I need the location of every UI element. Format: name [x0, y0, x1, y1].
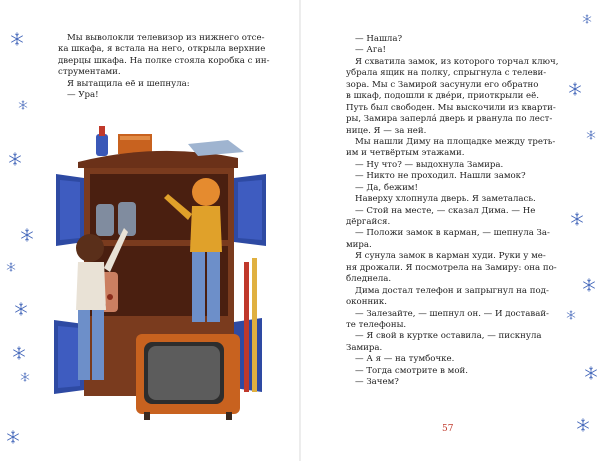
snowflake-icon: [8, 152, 22, 166]
text-line: нице. Я — за ней.: [346, 125, 427, 136]
girls-at-cabinet-illustration: [48, 122, 278, 422]
snowflake-icon: [586, 130, 596, 140]
text-line: — Залезайте, — шепнул он. — И доставай-: [355, 308, 549, 319]
text-line: струментами.: [58, 67, 121, 78]
text-line: Мы нашли Диму на площадке между треть-: [355, 136, 556, 147]
text-line: — Ага!: [355, 45, 386, 56]
left-page-text: [58, 33, 270, 102]
text-line: ры, Замира заперлá дверь и рванула по лест-: [346, 114, 553, 125]
text-line: — Я свой в куртке оставила, — пискнула: [355, 331, 542, 342]
text-line: — Стой на месте, — сказал Дима. — Не: [355, 205, 536, 216]
text-line: дёргайся.: [346, 217, 391, 227]
text-line: Я схватила замок, из которого торчал ключ,: [355, 56, 559, 67]
text-line: — Никто не проходил. Нашли замок?: [355, 171, 526, 182]
text-line: — А я — на тумбочке.: [355, 354, 455, 365]
text-line: — Ура!: [67, 90, 99, 101]
text-line: — Нашла?: [355, 34, 403, 44]
text-line: — Да, бежим!: [355, 182, 418, 193]
right-page-text: [346, 34, 558, 389]
snowflake-icon: [584, 366, 598, 380]
snowflake-icon: [12, 346, 26, 360]
text-line: дверцы шкафа. На полке стояла коробка с ин-: [58, 55, 270, 66]
snowflake-icon: [20, 228, 34, 242]
text-line: — Зачем?: [355, 377, 399, 388]
snowflake-icon: [14, 302, 28, 316]
snowflake-icon: [6, 262, 16, 272]
snowflake-icon: [18, 100, 28, 110]
text-line: бледнела.: [346, 274, 392, 285]
text-line: Я вытащила её и шепнула:: [67, 78, 190, 89]
text-line: те телефоны.: [346, 319, 407, 330]
text-line: Наверху хлопнула дверь. Я заметалась.: [355, 194, 536, 205]
snowflake-icon: [566, 310, 576, 320]
text-line: убрала ящик на полку, спрыгнула с телеви-: [346, 68, 547, 79]
page-number: 57: [442, 424, 454, 434]
text-line: мира.: [346, 239, 372, 250]
text-line: им и четвёртым этажами.: [346, 148, 465, 159]
snowflake-icon: [576, 418, 590, 432]
snowflake-icon: [582, 278, 596, 292]
text-line: ка шкафа, я встала на него, открыла верхние: [58, 44, 266, 55]
text-line: оконник.: [346, 297, 388, 308]
snowflake-icon: [582, 14, 592, 24]
text-line: в шкаф, подошли к двéри, приоткрыли её.: [346, 91, 539, 102]
text-line: Путь был свободен. Мы выскочили из кварти-: [346, 102, 556, 113]
right-page: [300, 0, 600, 461]
text-line: зора. Мы с Замирой засунули его обратно: [346, 79, 539, 90]
snowflake-icon: [568, 82, 582, 96]
snowflake-icon: [20, 372, 30, 382]
text-line: Я сунула замок в карман худи. Руки у ме-: [355, 251, 546, 262]
text-line: — Тогда смотрите в мой.: [355, 365, 468, 376]
text-line: — Ну что? — выдохнула Замира.: [355, 159, 504, 170]
snowflake-icon: [10, 32, 24, 46]
text-line: Замира.: [346, 342, 383, 353]
text-line: ня дрожали. Я посмотрела на Замиру: она по-: [346, 262, 557, 273]
text-line: Мы выволокли телевизор из нижнего отсе-: [67, 33, 265, 43]
snowflake-icon: [6, 430, 20, 444]
text-line: Дима достал телефон и запрыгнул на под-: [355, 285, 549, 296]
snowflake-icon: [570, 212, 584, 226]
text-line: — Положи замок в карман, — шепнула За-: [355, 228, 550, 239]
